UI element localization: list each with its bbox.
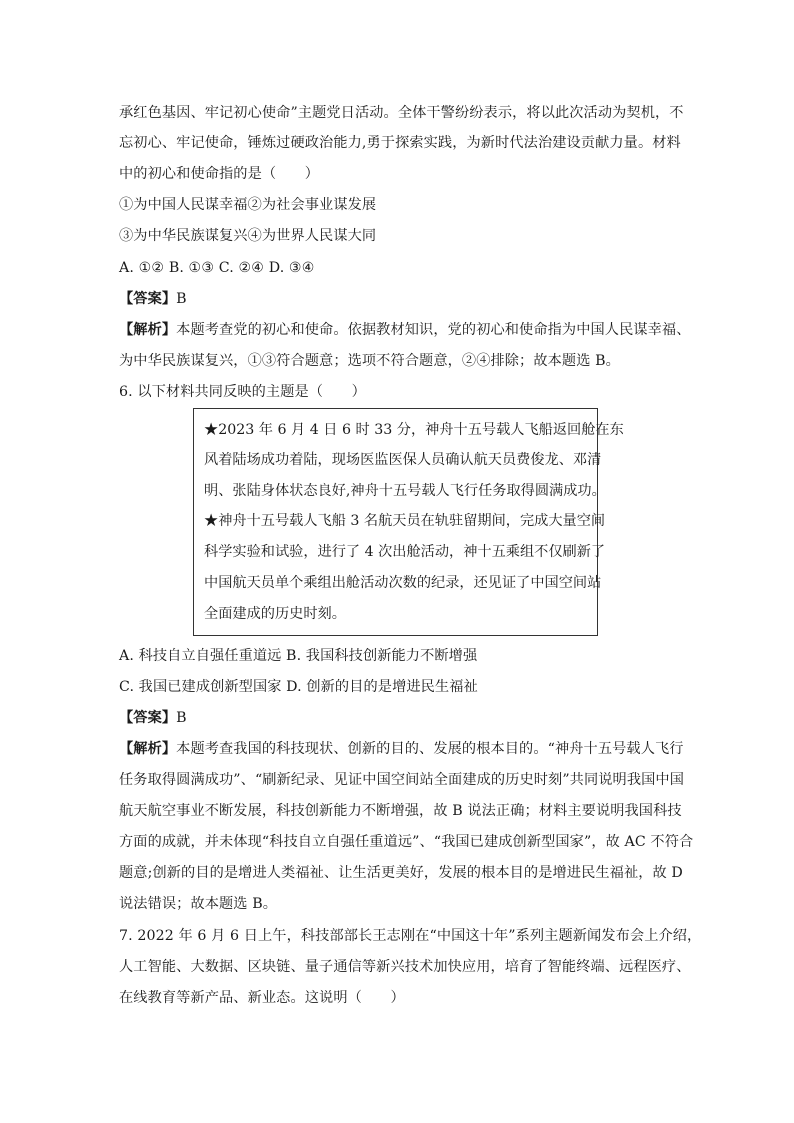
- q5-analysis-line-1: [119, 320, 691, 340]
- q5-stem-line-3: 中的初心和使命指的是（ ）: [119, 166, 320, 182]
- q6-analysis-line-6: 说法错误；故本题选 B。: [119, 896, 278, 912]
- q5-answer: [119, 289, 187, 309]
- material-line-5: 科学实验和试验，进行了 4 次出舱活动，神十五乘组不仅刷新了: [204, 544, 606, 560]
- q6-analysis-line-2: 任务取得圆满成功”、“刷新纪录、见证中国空间站全面建成的历史时刻”共同说明我国中国: [119, 772, 684, 788]
- q6-material-box: [193, 408, 624, 636]
- q5-choice-line-2: ③为中华民族谋复兴④为世界人民谋大同: [119, 228, 377, 244]
- q5-stem-line-2: 忘初心、牢记使命，锤炼过硬政治能力,勇于探索实践，为新时代法治建设贡献力量。材料: [119, 135, 681, 151]
- answer-label: 【答案】: [119, 291, 177, 307]
- q6-analysis-line-3: 航天航空事业不断发展，科技创新能力不断增强，故 B 说法正确；材料主要说明我国科技: [119, 803, 682, 819]
- answer-value: B: [176, 291, 187, 307]
- analysis-text: 本题考查党的初心和使命。依据教材知识，党的初心和使命指为中国人民谋幸福、: [176, 322, 691, 338]
- q7-stem-line-2: 人工智能、大数据、区块链、量子通信等新兴技术加快应用，培育了智能终端、远程医疗、: [119, 959, 691, 975]
- material-line-1: ★2023 年 6 月 4 日 6 时 33 分，神舟十五号载人飞船返回舱在东: [204, 422, 624, 438]
- q5-options: A. ①② B. ①③ C. ②④ D. ③④: [119, 260, 315, 276]
- analysis-label: 【解析】: [119, 322, 177, 338]
- answer-label: 【答案】: [119, 710, 177, 726]
- q7-stem-line-1: 7. 2022 年 6 月 6 日上午，科技部部长王志刚在“中国这十年”系列主题新闻发布会上介绍，: [119, 928, 702, 944]
- q6-options-line-1: A. 科技自立自强任重道远 B. 我国科技创新能力不断增强: [119, 648, 478, 664]
- q5-stem-line-1: 承红色基因、牢记初心使命”主题党日活动。全体干警纷纷表示，将以此次活动为契机，不: [119, 105, 684, 121]
- material-line-7: 全面建成的历史时刻。: [204, 606, 346, 622]
- material-line-2: 风着陆场成功着陆，现场医监医保人员确认航天员费俊龙、邓清: [204, 452, 602, 468]
- material-line-6: 中国航天员单个乘组出舱活动次数的纪录，还见证了中国空间站: [204, 575, 602, 591]
- q6-stem: 6. 以下材料共同反映的主题是（ ）: [119, 384, 366, 400]
- q5-choice-line-1: ①为中国人民谋幸福②为社会事业谋发展: [119, 197, 377, 213]
- q7-stem-line-3: 在线教育等新产品、新业态。这说明（ ）: [119, 990, 405, 1006]
- material-line-4: ★神舟十五号载人飞船 3 名航天员在轨驻留期间，完成大量空间: [204, 513, 606, 529]
- q6-options-line-2: C. 我国已建成创新型国家 D. 创新的目的是增进民生福祉: [119, 679, 478, 695]
- q6-answer: [119, 708, 187, 728]
- q5-analysis-line-2: 为中华民族谋复兴，①③符合题意；选项不符合题意，②④排除；故本题选 B。: [119, 353, 620, 369]
- analysis-text: 本题考查我国的科技现状、创新的目的、发展的根本目的。“神舟十五号载人飞行: [176, 741, 684, 757]
- q6-analysis-line-5: 题意;创新的目的是增进人类福祉、让生活更美好，发展的根本目的是增进民生福祉，故 D: [119, 865, 683, 881]
- q6-analysis-line-1: [119, 739, 684, 759]
- material-line-3: 明、张陆身体状态良好,神舟十五号载人飞行任务取得圆满成功。: [204, 483, 606, 499]
- analysis-label: 【解析】: [119, 741, 177, 757]
- q6-analysis-line-4: 方面的成就，并未体现“科技自立自强任重道远”、“我国已建成创新型国家”，故 AC 不符合: [119, 834, 694, 850]
- answer-value: B: [176, 710, 187, 726]
